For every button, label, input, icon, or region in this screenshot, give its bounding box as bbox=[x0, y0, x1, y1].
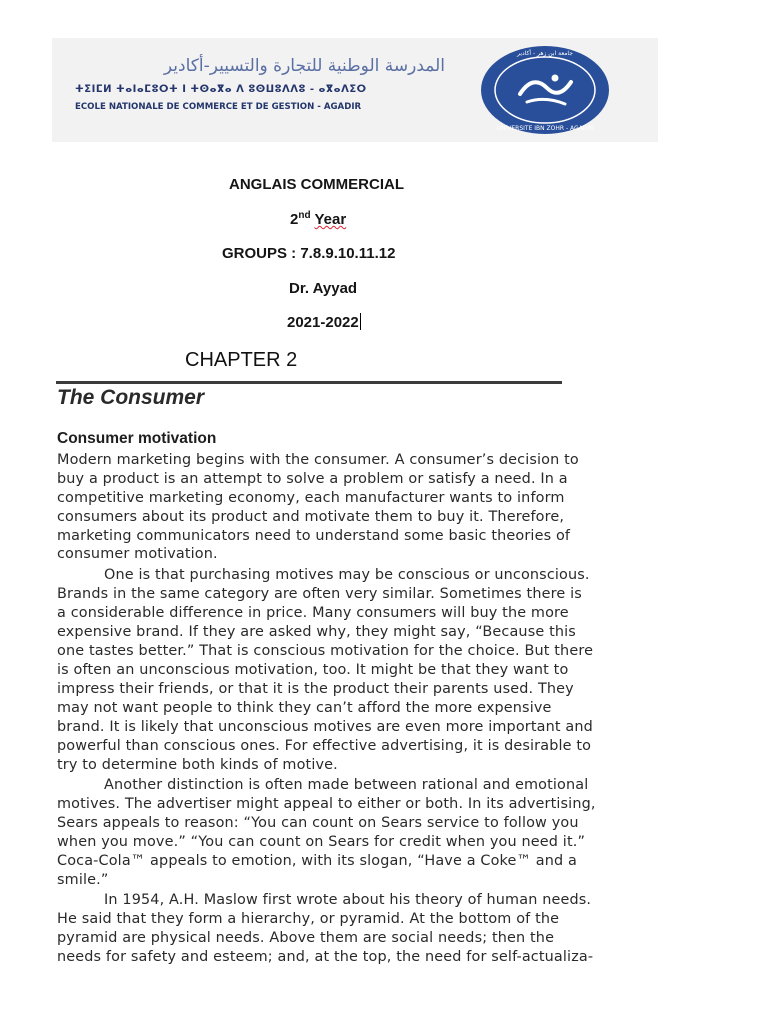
section-heading: Consumer motivation bbox=[57, 430, 217, 447]
body-line: needs for safety and esteem; and, at the top, the need for self-actualiza- bbox=[57, 949, 594, 965]
body-line: a considerable difference in price. Many consumers will buy the more bbox=[57, 605, 569, 621]
body-line: Brands in the same category are often very similar. Sometimes there is bbox=[57, 586, 582, 602]
school-name-french: ECOLE NATIONALE DE COMMERCE ET DE GESTION - AGADIR bbox=[75, 102, 362, 112]
body-line: smile.” bbox=[57, 872, 109, 888]
body-line: may not want people to think they can’t afford the more expensive bbox=[57, 700, 552, 716]
body-line: motives. The advertiser might appeal to either or both. In its advertising, bbox=[57, 796, 596, 812]
year-ordinal: nd bbox=[298, 210, 311, 221]
chapter-title: The Consumer bbox=[57, 386, 205, 409]
teacher-name: Dr. Ayyad bbox=[289, 280, 358, 297]
body-line: is often an unconscious motivation, too. It might be that they want to bbox=[57, 662, 569, 678]
body-line: pyramid are physical needs. Above them are social needs; then the bbox=[57, 930, 555, 946]
body-line: In 1954, A.H. Maslow first wrote about his theory of human needs. bbox=[104, 892, 592, 908]
course-title: ANGLAIS COMMERCIAL bbox=[229, 176, 404, 193]
body-line: Coca-Cola™ appeals to emotion, with its slogan, “Have a Coke™ and a bbox=[57, 853, 577, 869]
academic-year: 2021-2022 bbox=[287, 313, 361, 331]
body-line: brand. It is likely that unconscious motives are even more important and bbox=[57, 719, 593, 735]
body-line: expensive brand. If they are asked why, they might say, “Because this bbox=[57, 624, 576, 640]
body-line: consumer motivation. bbox=[57, 546, 218, 562]
year-number: 2 bbox=[290, 211, 299, 228]
chapter-divider bbox=[56, 381, 562, 384]
chapter-label: CHAPTER 2 bbox=[185, 349, 298, 371]
body-line: try to determine both kinds of motive. bbox=[57, 757, 338, 773]
body-line: when you move.” “You can count on Sears for credit when you need it.” bbox=[57, 834, 586, 850]
body-line: impress their friends, or that it is the product their parents used. They bbox=[57, 681, 574, 697]
seal-text: UNIVERSITE IBN ZOHR - AGADIR bbox=[496, 125, 594, 132]
body-line: Modern marketing begins with the consumer. A consumer’s decision to bbox=[57, 452, 579, 468]
body-line: marketing communicators need to understand some basic theories of bbox=[57, 528, 571, 544]
year-line bbox=[290, 210, 346, 228]
year-word: Year bbox=[314, 211, 347, 228]
body-line: Sears appeals to reason: “You can count on Sears service to follow you bbox=[57, 815, 579, 831]
body-line: He said that they form a hierarchy, or pyramid. At the bottom of the bbox=[57, 911, 560, 927]
school-name-tifinagh: ⵜⵉⵏⵎⵍ ⵜⴰⵏⴰⵎⵓⵔⵜ ⵏ ⵜⵙⴰⴳⴰ ⴷ ⵓⵙⵡⵓⴷⴷⵓ - ⴰⴳⴰⴷⵉⵔ bbox=[75, 84, 367, 95]
body-line: buy a product is an attempt to solve a problem or satisfy a need. In a bbox=[57, 471, 568, 487]
body-line: powerful than conscious ones. For effective advertising, it is desirable to bbox=[57, 738, 592, 754]
body-line: competitive marketing economy, each manufacturer wants to inform bbox=[57, 490, 565, 506]
body-line: one tastes better.” That is conscious motivation for the choice. But there bbox=[57, 643, 594, 659]
text-cursor bbox=[360, 313, 362, 330]
seal-arabic: جامعة ابن زهر - أكادير bbox=[517, 50, 573, 57]
body-line: consumers about its product and motivate them to buy it. Therefore, bbox=[57, 509, 565, 525]
university-seal-icon bbox=[475, 44, 615, 136]
body-line: One is that purchasing motives may be conscious or unconscious. bbox=[104, 567, 590, 583]
school-name-arabic: المدرسة الوطنية للتجارة والتسيير-أكادير bbox=[163, 56, 445, 76]
body-line: Another distinction is often made between rational and emotional bbox=[104, 777, 589, 793]
groups-line: GROUPS : 7.8.9.10.11.12 bbox=[222, 245, 396, 262]
